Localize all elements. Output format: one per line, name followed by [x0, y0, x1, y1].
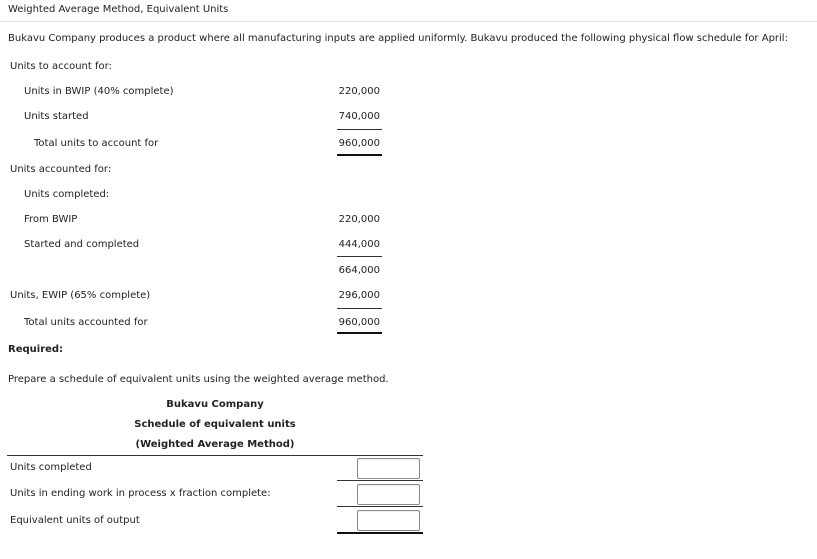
schedule-method: (Weighted Average Method)	[135, 439, 295, 450]
total-rule	[337, 154, 382, 156]
bwip-label: Units in BWIP (40% complete)	[24, 86, 174, 97]
units-completed-input[interactable]	[357, 458, 420, 479]
subtotal-rule	[337, 129, 382, 130]
ewip-label: Units, EWIP (65% complete)	[10, 290, 151, 301]
ewip-value: 296,000	[338, 290, 380, 301]
from-bwip-value: 220,000	[338, 214, 380, 225]
total-account-label: Total units to account for	[34, 138, 159, 149]
title-divider	[0, 21, 817, 22]
bwip-value: 220,000	[338, 86, 380, 97]
units-started-value: 740,000	[338, 111, 380, 122]
page-title: Weighted Average Method, Equivalent Units	[8, 4, 229, 15]
total-rule	[337, 532, 423, 534]
total-accounted-value: 960,000	[338, 317, 380, 328]
total-accounted-label: Total units accounted for	[24, 317, 148, 328]
units-completed-header: Units completed:	[24, 189, 110, 200]
equivalent-units-input[interactable]	[357, 510, 420, 531]
completed-subtotal-value: 664,000	[338, 265, 380, 276]
row-rule	[337, 506, 423, 507]
required-instruction: Prepare a schedule of equivalent units using the weighted average method.	[8, 374, 389, 385]
ewip-fraction-input[interactable]	[357, 484, 420, 505]
units-completed-row-label: Units completed	[10, 462, 92, 473]
units-to-account-header: Units to account for:	[10, 61, 112, 72]
equivalent-units-row-label: Equivalent units of output	[10, 515, 140, 526]
units-started-label: Units started	[24, 111, 89, 122]
row-rule	[337, 480, 423, 481]
total-rule	[337, 332, 382, 334]
intro-text: Bukavu Company produces a product where all manufacturing inputs are applied uniformly. Bukavu produced the following physical flow schedule for April:	[8, 33, 788, 44]
subtotal-rule	[337, 308, 382, 309]
from-bwip-label: From BWIP	[24, 214, 78, 225]
units-accounted-header: Units accounted for:	[10, 164, 112, 175]
total-account-value: 960,000	[338, 138, 380, 149]
subtotal-rule	[337, 256, 382, 257]
schedule-title: Schedule of equivalent units	[134, 419, 296, 430]
started-completed-value: 444,000	[338, 239, 380, 250]
required-heading: Required:	[8, 344, 64, 355]
schedule-header-rule	[7, 455, 423, 456]
ewip-fraction-row-label: Units in ending work in process x fraction complete:	[10, 488, 271, 499]
schedule-company: Bukavu Company	[166, 399, 264, 410]
started-completed-label: Started and completed	[24, 239, 140, 250]
